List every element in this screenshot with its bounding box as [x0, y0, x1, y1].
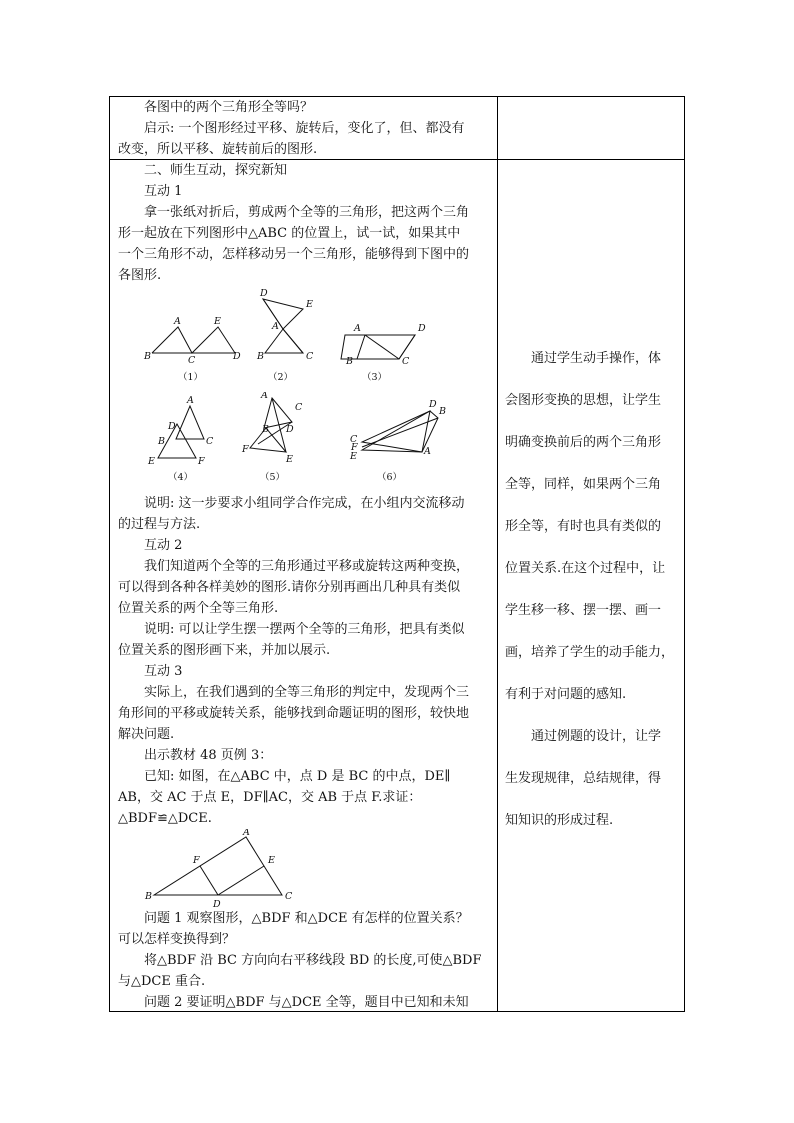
label-c: C — [206, 436, 214, 447]
example-line: 出示教材 48 页例 3： — [144, 748, 273, 763]
question-line: 问题 1 观察图形，△BDF 和△DCE 有怎样的位置关系？ — [144, 911, 469, 926]
label-a: A — [261, 392, 268, 401]
label-b: B — [262, 424, 269, 435]
label-b: B — [144, 351, 151, 362]
sidebar-line: 会图形变换的思想，让学生 — [505, 393, 662, 408]
interact3-label: 互动 3 — [144, 664, 183, 679]
label-c: C — [285, 891, 293, 902]
sidebar-line: 全等，同样，如果两个三角 — [505, 477, 662, 492]
caption-5: （5） — [260, 472, 286, 483]
sidebar-line: 形全等，有时也具有类似的 — [505, 519, 662, 534]
caption-6: （6） — [377, 472, 403, 483]
label-b: B — [257, 351, 264, 362]
label-c: C — [402, 356, 410, 367]
interact2-line: 可以得到各种各样美妙的图形.请你分别再画出几种具有类似 — [118, 580, 461, 595]
label-e: E — [306, 299, 313, 310]
caption-3: （3） — [362, 372, 388, 383]
figure-4-top — [176, 406, 204, 439]
label-c: C — [188, 355, 196, 366]
note1-line: 说明: 这一步要求小组同学合作完成，在小组内交流移动 — [144, 496, 465, 511]
label-d: D — [233, 351, 241, 362]
label-d: D — [168, 421, 176, 432]
figure-2-bottom — [265, 329, 303, 353]
label-f: F — [193, 855, 200, 866]
answer-line: 与△DCE 重合. — [118, 974, 206, 989]
label-b: B — [439, 406, 446, 417]
segment-df — [200, 866, 218, 895]
label-b: B — [158, 436, 165, 447]
sidebar-line: 通过学生动手操作，体 — [531, 351, 662, 366]
sidebar-line: 生发现规律，总结规律，得 — [505, 771, 662, 786]
figure-row-2 — [140, 392, 480, 492]
label-f: F — [198, 456, 205, 467]
interact3-line: 解决问题. — [118, 727, 175, 742]
sidebar-line: 明确变换前后的两个三角形 — [505, 435, 662, 450]
label-c: C — [350, 434, 358, 445]
interact3-line: 实际上，在我们遇到的全等三角形的判定中，发现两个三 — [144, 685, 470, 700]
interact2-note: 说明: 可以让学生摆一摆两个全等的三角形，把具有类似 — [144, 622, 465, 637]
hint-line: 启示: 一个图形经过平移、旋转后，变化了，但、都没有 — [144, 121, 465, 136]
caption-1: （1） — [178, 372, 204, 383]
caption-2: （2） — [268, 372, 294, 383]
interact2-line: 我们知道两个全等的三角形通过平移或旋转这两种变换， — [144, 559, 470, 574]
label-f: F — [351, 442, 358, 453]
question-line: 可以怎样变换得到？ — [118, 932, 236, 947]
interact1-line: 一个三角形不动，怎样移动另一个三角形，能够得到下图中的 — [118, 247, 470, 262]
label-c: C — [306, 351, 314, 362]
label-e: E — [286, 454, 293, 465]
label-e: E — [268, 855, 275, 866]
label-a: A — [354, 323, 361, 334]
label-a: A — [272, 321, 279, 332]
lesson-table — [109, 96, 685, 1012]
caption-4: （4） — [168, 472, 194, 483]
example-figure — [140, 829, 310, 909]
figure-row-1 — [140, 287, 460, 387]
label-e: E — [214, 316, 221, 327]
label-c: C — [295, 402, 303, 413]
section-heading: 二、师生互动，探究新知 — [144, 163, 288, 178]
label-a: A — [424, 446, 431, 457]
interact3-line: 角形间的平移或旋转关系，能够找到命题证明的图形，较快地 — [118, 706, 470, 721]
interact1-line: 形一起放在下列图形中△ABC 的位置上，试一试，如果其中 — [118, 226, 461, 241]
label-d: D — [260, 288, 268, 299]
sidebar-line: 画，培养了学生的动手能力， — [505, 645, 675, 660]
label-d: D — [286, 424, 294, 435]
interact2-note: 位置关系的图形画下来，并加以展示. — [118, 643, 331, 658]
sidebar-line: 有利于对问题的感知. — [505, 687, 627, 702]
triangle-abc — [154, 837, 282, 895]
label-a: A — [187, 395, 194, 406]
sidebar-line: 知知识的形成过程. — [505, 813, 614, 828]
label-d: D — [418, 323, 426, 334]
label-d: D — [213, 899, 221, 909]
hint-line-cont: 改变，所以平移、旋转前后的图形. — [118, 142, 318, 157]
interact2-line: 位置关系的两个全等三角形. — [118, 601, 279, 616]
sidebar-line: 通过例题的设计，让学 — [531, 729, 662, 744]
example-line: AB，交 AC 于点 E，DF∥AC，交 AB 于点 F.求证： — [118, 790, 422, 805]
label-e: E — [148, 456, 155, 467]
interact1-line: 各图形. — [118, 268, 162, 283]
figure-2-top — [263, 299, 303, 329]
question-line: 问题 2 要证明△BDF 与△DCE 全等，题目中已知和未知 — [144, 995, 469, 1010]
sidebar-line: 学生移一移、摆一摆、画一 — [505, 603, 662, 618]
label-a: A — [243, 829, 250, 838]
interact1-label: 互动 1 — [144, 184, 183, 199]
segment-de — [218, 866, 264, 895]
example-line: 已知: 如图，在△ABC 中，点 D 是 BC 的中点，DE∥ — [144, 769, 451, 784]
label-f: F — [242, 444, 249, 455]
example-line: △BDF≌△DCE. — [118, 811, 212, 826]
figure-1-shape — [152, 327, 235, 353]
label-e: E — [350, 451, 357, 462]
sidebar-line: 位置关系.在这个过程中，让 — [505, 561, 666, 576]
label-b: B — [346, 356, 353, 367]
label-a: A — [174, 316, 181, 327]
label-b: B — [145, 891, 152, 902]
note1-line: 的过程与方法. — [118, 517, 201, 532]
question-line: 各图中的两个三角形全等吗？ — [144, 100, 314, 115]
interact1-line: 拿一张纸对折后，剪成两个全等的三角形，把这两个三角 — [144, 205, 470, 220]
answer-line: 将△BDF 沿 BC 方向向右平移线段 BD 的长度,可使△BDF — [144, 953, 482, 968]
interact2-label: 互动 2 — [144, 538, 183, 553]
label-d: D — [429, 399, 437, 410]
